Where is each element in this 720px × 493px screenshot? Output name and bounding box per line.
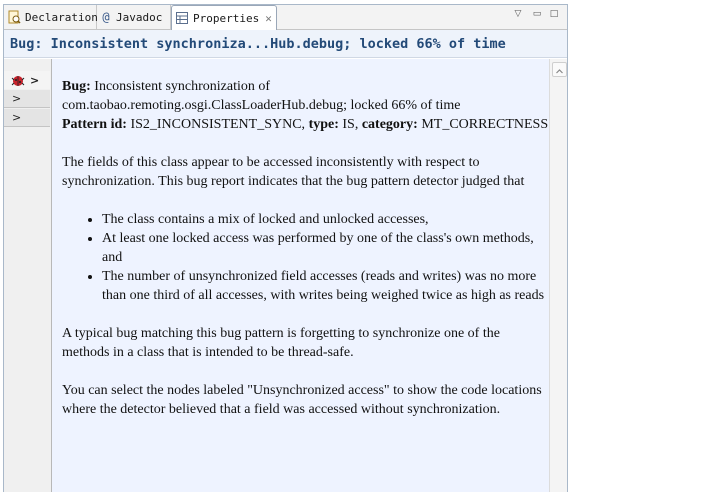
type-label: type:: [308, 117, 339, 132]
tree-item[interactable]: [4, 90, 50, 108]
tab-properties[interactable]: [171, 5, 277, 30]
list-item: • The number of unsynchronized field accesses (reads and writes) was no more than one third of all accesses, with writes being weighed twice as high as reads: [102, 267, 549, 305]
bug-tree: [4, 59, 52, 492]
description-paragraph: The fields of this class appear to be accessed inconsistently with respect to synchronization. This bug report indicates that the bug pattern detector judged that: [62, 155, 525, 189]
description-paragraph: You can select the nodes labeled "Unsynchronized access" to show the code locations where the detector believed that a field was accessed without synchronization.: [62, 383, 542, 417]
list-item: • The class contains a mix of locked and unlocked accesses,: [102, 210, 549, 229]
condition-list: [62, 210, 549, 305]
properties-icon: [175, 11, 189, 25]
expand-arrow: >: [30, 73, 40, 87]
description-paragraph: A typical bug matching this bug pattern is forgetting to synchronize one of the methods in a class that is intended to be thread-safe.: [62, 326, 500, 360]
tab-declaration[interactable]: [4, 5, 97, 29]
view-tab-bar: [4, 5, 567, 30]
bug-label: Bug:: [62, 79, 91, 94]
bug-text: Inconsistent synchronization of com.taobao.remoting.osgi.ClassLoaderHub.debug; locked 66% of time: [62, 79, 461, 113]
expand-arrow: >: [12, 92, 22, 105]
vertical-scrollbar[interactable]: [549, 59, 568, 492]
bug-details-panel: [52, 59, 549, 492]
scroll-up-button[interactable]: [552, 62, 567, 77]
view-menu-icon[interactable]: ▽: [514, 9, 522, 19]
maximize-icon[interactable]: □: [549, 9, 559, 19]
category-value: MT_CORRECTNESS: [421, 117, 549, 132]
properties-view: [3, 4, 568, 492]
tree-item-bug[interactable]: [4, 71, 50, 89]
tab-label: Javadoc: [116, 10, 163, 24]
bug-title: Bug: Inconsistent synchroniza...Hub.debug; locked 66% of time: [4, 30, 567, 58]
tab-label: Properties: [193, 11, 260, 25]
minimize-icon[interactable]: ▭: [532, 9, 542, 19]
declaration-icon: [7, 10, 21, 24]
tab-label: Declaration: [25, 10, 98, 24]
at-sign-icon: @: [102, 10, 110, 24]
pattern-label: Pattern id:: [62, 117, 127, 132]
tree-item[interactable]: [4, 109, 50, 127]
type-value: IS,: [342, 117, 359, 132]
category-label: category:: [361, 117, 418, 132]
expand-arrow: >: [12, 111, 22, 124]
list-item: • At least one locked access was performed by one of the class's own methods, and: [102, 229, 549, 267]
bug-summary: [62, 77, 549, 134]
tab-javadoc[interactable]: [97, 5, 171, 29]
close-icon[interactable]: ✕: [265, 11, 272, 25]
pattern-id: IS2_INCONSISTENT_SYNC,: [130, 117, 306, 132]
bug-icon: [10, 73, 26, 87]
